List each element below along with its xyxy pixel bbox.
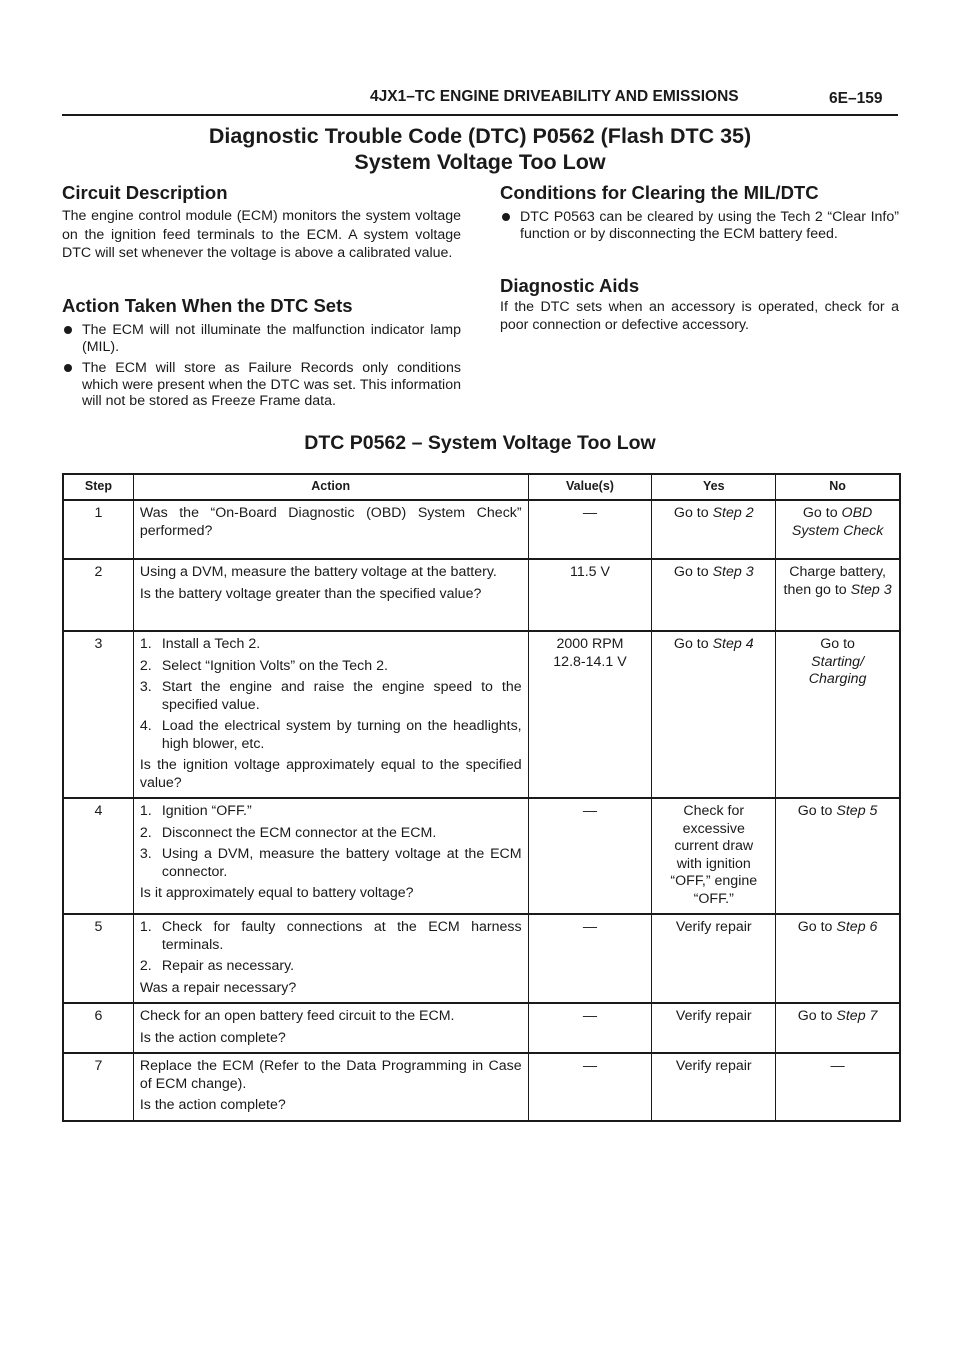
- step-number: 2: [63, 559, 133, 631]
- no-ref: Step 3: [850, 581, 892, 598]
- value-cell: —: [528, 798, 652, 914]
- step-number: 3: [63, 631, 133, 798]
- bullet-icon: [502, 213, 510, 221]
- yes-text: Go to: [673, 636, 713, 652]
- no-text: Go to: [797, 1008, 837, 1024]
- list-item-text: The ECM will not illuminate the malfunction indicator lamp (MIL).: [82, 322, 461, 355]
- diagnostic-aids-heading: Diagnostic Aids: [500, 275, 640, 296]
- list-item: [62, 322, 461, 355]
- no-ref: Step 7: [836, 1008, 878, 1024]
- action-list-item: 2. Select “Ignition Volts” on the Tech 2.: [139, 657, 388, 674]
- yes-cell: [652, 1003, 776, 1053]
- list-item-text: DTC P0563 can be cleared by using the Tech 2 “Clear Info” function or by disconnecting the ECM battery feed.: [520, 209, 899, 242]
- yes-text: Verify repair: [675, 1058, 752, 1074]
- no-text: —: [830, 1058, 845, 1074]
- action-question: Is the action complete?: [139, 1029, 286, 1046]
- action-question: Was a repair necessary?: [139, 979, 297, 996]
- column-header-values: Value(s): [528, 474, 652, 500]
- document-title-line-1: Diagnostic Trouble Code (DTC) P0562 (Flash DTC 35): [208, 124, 752, 148]
- step-number: 5: [63, 914, 133, 1003]
- step-number: 4: [63, 798, 133, 914]
- header-rule: [62, 114, 898, 116]
- no-text: Go to: [797, 919, 837, 935]
- circuit-description-heading: Circuit Description: [62, 182, 228, 203]
- table-row: [63, 798, 900, 914]
- yes-step-ref: Step 4: [712, 636, 754, 652]
- diagnostic-table: [62, 473, 901, 1122]
- table-row: [63, 500, 900, 559]
- yes-text: Verify repair: [675, 919, 752, 935]
- no-text: Charge battery, then go to: [783, 564, 886, 598]
- step-number: 7: [63, 1053, 133, 1121]
- diagnostic-aids-text: If the DTC sets when an accessory is operated, check for a poor connection or defective accessory.: [500, 299, 899, 333]
- yes-cell: [652, 798, 776, 914]
- action-text: Check for an open battery feed circuit to the ECM.: [139, 1008, 455, 1024]
- no-cell: [776, 914, 900, 1003]
- table-row: [63, 914, 900, 1003]
- action-list-item: 1. Check for faulty connections at the ECM harness terminals.: [139, 919, 522, 953]
- action-text: Replace the ECM (Refer to the Data Programming in Case of ECM change).: [139, 1058, 522, 1092]
- action-list-item: 1. Ignition “OFF.”: [139, 803, 252, 819]
- table-row: [63, 1053, 900, 1121]
- action-list-item: 4. Load the electrical system by turning on the headlights, high blower, etc.: [139, 718, 522, 752]
- column-header-no: No: [776, 474, 900, 500]
- no-cell: [776, 798, 900, 914]
- value-cell: 11.5 V: [528, 559, 652, 631]
- column-header-action: Action: [133, 474, 528, 500]
- table-row: [63, 1003, 900, 1053]
- yes-text: Go to: [673, 505, 713, 521]
- no-cell: [776, 631, 900, 798]
- yes-cell: [652, 559, 776, 631]
- no-text: Go to: [797, 803, 837, 819]
- yes-cell: [652, 1053, 776, 1121]
- no-cell: [776, 500, 900, 559]
- running-header-title: 4JX1–TC ENGINE DRIVEABILITY AND EMISSIONS: [370, 88, 739, 105]
- no-ref: OBD System Check: [791, 505, 884, 539]
- action-cell: [133, 500, 528, 559]
- action-list-item: 2. Repair as necessary.: [139, 958, 295, 974]
- action-question: Is the ignition voltage approximately equal to the specified value?: [139, 757, 522, 791]
- list-item-text: The ECM will store as Failure Records only conditions which were present when the DTC was set. This information will not be stored as Freeze Frame data.: [82, 360, 461, 409]
- no-cell: [776, 559, 900, 631]
- table-row: [63, 631, 900, 798]
- yes-cell: [652, 631, 776, 798]
- column-header-yes: Yes: [652, 474, 776, 500]
- action-taken-heading: Action Taken When the DTC Sets: [62, 295, 353, 316]
- list-item: [62, 360, 461, 410]
- step-number: 1: [63, 500, 133, 559]
- yes-text: Go to: [673, 564, 713, 580]
- no-text: Go to: [802, 505, 842, 521]
- circuit-description-text: The engine control module (ECM) monitors the system voltage on the ignition feed terminals to the ECM. A system voltage DTC will set whenever the voltage is above a calibrated value.: [62, 208, 461, 261]
- action-cell: [133, 559, 528, 631]
- page-number: 6E–159: [829, 90, 883, 107]
- action-list-item: 3. Start the engine and raise the engine speed to the specified value.: [139, 679, 522, 713]
- bullet-icon: [64, 326, 72, 334]
- list-item: [500, 209, 899, 242]
- no-ref: Starting/ Charging: [808, 653, 867, 687]
- action-question: Is the action complete?: [139, 1097, 286, 1113]
- column-header-step: Step: [63, 474, 133, 500]
- table-title: DTC P0562 – System Voltage Too Low: [304, 432, 656, 454]
- yes-text: Verify repair: [675, 1008, 752, 1024]
- value-cell: [528, 631, 652, 798]
- conditions-clearing-heading: Conditions for Clearing the MIL/DTC: [500, 182, 819, 203]
- value-cell: —: [528, 1003, 652, 1053]
- action-text: Using a DVM, measure the battery voltage at the battery.: [139, 564, 497, 580]
- no-ref: Step 6: [836, 919, 878, 935]
- bullet-icon: [64, 364, 72, 372]
- table-row: [63, 559, 900, 631]
- no-cell: [776, 1003, 900, 1053]
- no-cell: [776, 1053, 900, 1121]
- value-cell: —: [528, 1053, 652, 1121]
- action-question: Is it approximately equal to battery voltage?: [139, 885, 414, 901]
- action-list-item: 2. Disconnect the ECM connector at the ECM.: [139, 824, 437, 841]
- conditions-clearing-list: [500, 209, 899, 247]
- action-cell: [133, 798, 528, 914]
- action-question: Is the battery voltage greater than the specified value?: [139, 585, 482, 602]
- action-list-item: 3. Using a DVM, measure the battery voltage at the ECM connector.: [139, 846, 522, 880]
- value-cell: —: [528, 914, 652, 1003]
- action-cell: [133, 914, 528, 1003]
- no-text: Go to: [820, 636, 855, 652]
- action-cell: [133, 631, 528, 798]
- value-line: 2000 RPM: [556, 636, 624, 652]
- table-header-row: [63, 474, 900, 500]
- no-ref: Step 5: [836, 803, 878, 819]
- action-taken-list: [62, 322, 461, 415]
- yes-step-ref: Step 2: [712, 505, 754, 521]
- action-text: Was the “On-Board Diagnostic (OBD) System Check” performed?: [139, 505, 522, 539]
- yes-cell: [652, 500, 776, 559]
- yes-step-ref: Step 3: [712, 564, 754, 580]
- yes-cell: [652, 914, 776, 1003]
- step-number: 6: [63, 1003, 133, 1053]
- action-list-item: 1. Install a Tech 2.: [139, 636, 261, 652]
- value-line: 12.8-14.1 V: [553, 653, 627, 670]
- action-cell: [133, 1053, 528, 1121]
- yes-text: Check for excessive current draw with ignition “OFF,” engine “OFF.”: [670, 803, 758, 907]
- value-cell: —: [528, 500, 652, 559]
- action-cell: [133, 1003, 528, 1053]
- document-title-line-2: System Voltage Too Low: [354, 150, 606, 174]
